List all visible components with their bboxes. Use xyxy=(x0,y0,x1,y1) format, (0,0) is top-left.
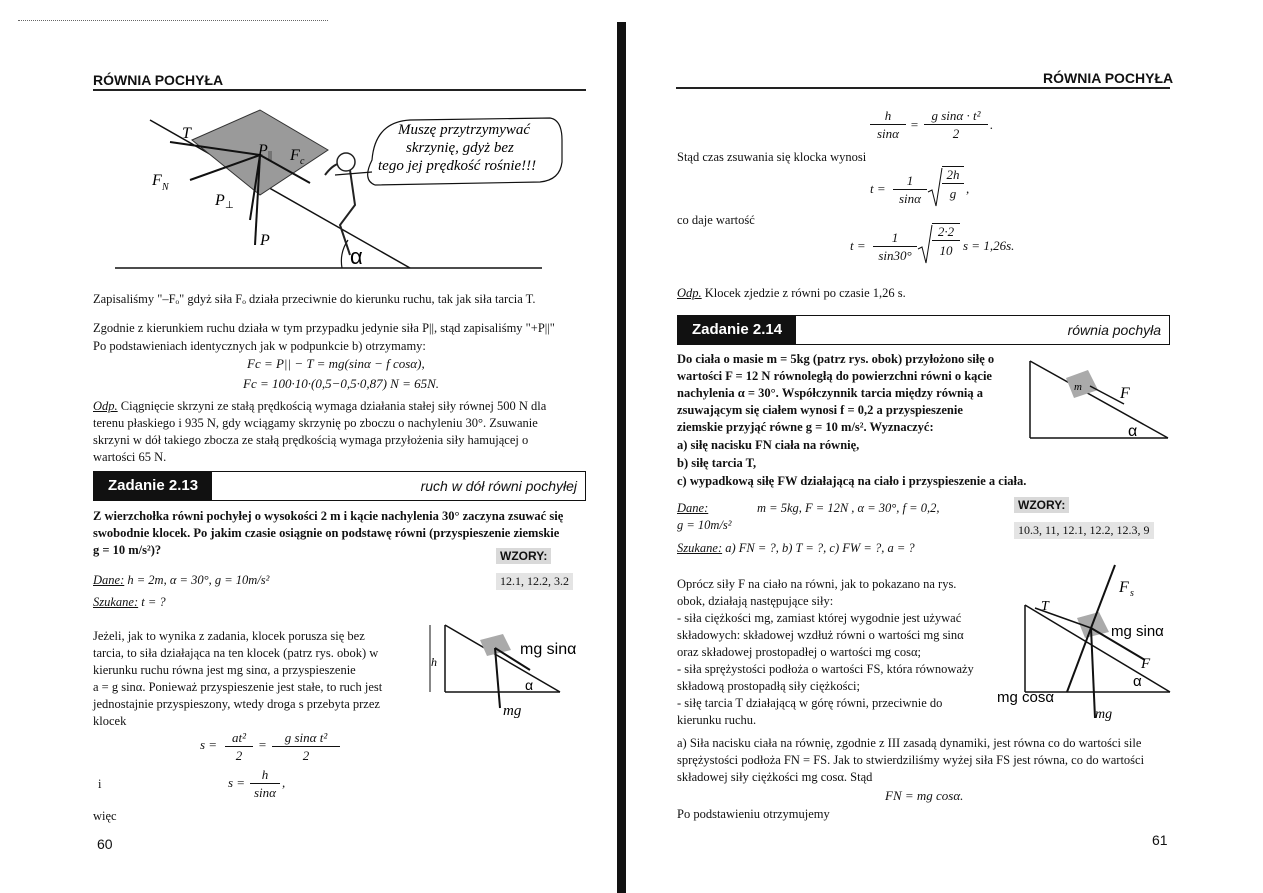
label-alpha: α xyxy=(350,244,363,269)
eq-s-equals: = xyxy=(258,737,267,752)
label-F4: F xyxy=(1141,656,1151,672)
formulas-label: WZORY: xyxy=(496,548,551,564)
formulas2-value: 10.3, 11, 12.1, 12.2, 12.3, 9 xyxy=(1014,522,1154,539)
label-Fs-sub: s xyxy=(1130,588,1134,599)
arrow-mg4 xyxy=(1091,628,1095,718)
task-text-3: g = 10 m/s²)? xyxy=(93,543,162,557)
forces-line-9: kierunku ruchu. xyxy=(677,713,757,727)
eq-t-tail: , xyxy=(966,181,970,196)
answer-a-line-2: sprężystości podłoża FN = FS. Jak to stwierdziliśmy wyżej siła FS jest równa, co do wartości xyxy=(677,753,1145,767)
left-running-header: RÓWNIA POCHYŁA xyxy=(93,72,224,88)
eq-t-rden: g xyxy=(949,186,957,201)
task-label-2: Zadanie 2.14 xyxy=(678,316,796,344)
body-line-6: klocek xyxy=(93,714,127,728)
body-line-1: Jeżeli, jak to wynika z zadania, klocek porusza się bez xyxy=(93,629,365,643)
eq-tval-den: sin30° xyxy=(878,248,912,263)
eq-s-num2: g sinα t² xyxy=(272,730,340,747)
forces-line-8: - siłę tarcia T działającą w górę równi, przeciwnie do xyxy=(677,696,943,710)
eq-s2-lhs: s = xyxy=(228,775,246,790)
body-line-3: kierunku ruchu równa jest mg sinα, a przyspieszenie xyxy=(93,663,356,677)
sqrt-sign-1 xyxy=(927,166,943,210)
para-1: Zapisaliśmy "–Fₒ" gdyż siła Fₒ działa przeciwnie do kierunku ruchu, tak jak siła tarcia T. xyxy=(93,292,536,306)
eq-t-den: sinα xyxy=(899,191,921,206)
answer-text-2: terenu płaskiego i 935 N, gdy wciągamy skrzynię po zboczu o nachyleniu 30°. Zsuwanie xyxy=(93,416,538,430)
eq-h-den: sinα xyxy=(877,126,899,141)
label-T4: T xyxy=(1041,599,1049,614)
label-m: m xyxy=(1074,381,1082,393)
bubble-line-2: skrzynię, gdyż bez xyxy=(406,140,514,156)
book-spine xyxy=(617,22,626,893)
answer-text-3: skrzyni w dół takiego zbocza ze stałą prędkością wymaga przyłożenia siły hamującej o xyxy=(93,433,529,447)
formulas-value: 12.1, 12.2, 3.2 xyxy=(496,573,573,590)
sought-label: Szukane: xyxy=(93,595,139,609)
eq-t-lhs: t = xyxy=(870,181,886,196)
eq-tval-rden: 10 xyxy=(939,243,953,258)
given-line xyxy=(93,572,269,589)
label-P: P xyxy=(260,232,270,249)
eq-s2-tail: , xyxy=(282,775,286,790)
incline3-slope xyxy=(1030,361,1168,438)
eq-s-num1: at² xyxy=(225,730,253,747)
label-mg-sin-4: mg sinα xyxy=(1111,623,1164,640)
forces-line-3: - siła ciężkości mg, zamiast której wygodnie jest używać xyxy=(677,611,962,625)
task-text-2: swobodnie klocek. Po jakim czasie osiągnie on podstawę równi (przyspieszenie ziemskie xyxy=(93,526,560,540)
sought-line xyxy=(93,594,166,611)
label-mg-cos: mg cosα xyxy=(997,689,1055,706)
question-c: c) wypadkową siłę FW działającą na ciało i przyspieszenie a ciała. xyxy=(677,474,1027,488)
right-header-rule xyxy=(676,87,1170,89)
task2-line-2: wartości F = 12 N równoległą do powierzchni równi o kącie xyxy=(677,369,992,383)
task-banner-2-13 xyxy=(93,471,586,501)
given2-value-2: g = 10m/s² xyxy=(677,518,732,532)
word-i: i xyxy=(98,777,102,791)
label-mg-sin: mg sinα xyxy=(520,641,577,658)
arrow-Fs xyxy=(1091,565,1115,628)
forces-line-7: składową prostopadłą siły ciężkości; xyxy=(677,679,860,693)
label-FN-sub: N xyxy=(162,182,169,193)
person-head xyxy=(337,153,355,171)
sqrt-sign-2 xyxy=(917,223,933,267)
given2-line xyxy=(677,500,708,517)
page-number-right: 61 xyxy=(1152,832,1168,848)
label-F: F xyxy=(1120,385,1130,402)
eq-h-equals: = xyxy=(910,117,919,132)
eq-fn: FN = mg cosα. xyxy=(885,788,964,803)
label-T: T xyxy=(182,125,191,142)
eq-s-den2: 2 xyxy=(302,748,310,763)
word-wiec: więc xyxy=(93,809,117,823)
answer-text-1: Ciągnięcie skrzyni ze stałą prędkością wymaga działania stałej siły równej 500 N dla xyxy=(117,399,547,413)
label-P-par-sub: || xyxy=(268,150,273,161)
task2-line-3: nachylenia α = 30°. Współczynnik tarcia między równią a xyxy=(677,386,984,400)
right-answer-label: Odp. xyxy=(677,286,702,300)
eq-s-lhs: s = xyxy=(200,737,218,752)
body-text xyxy=(93,628,413,730)
answer-a-line-3: składowej siły ciężkości mg cosα. Stąd xyxy=(677,770,873,784)
eq-h-den2: 2 xyxy=(952,126,960,141)
label-P-perp-sub: ⊥ xyxy=(225,200,234,211)
forces-line-6: - siła sprężystości podłoża o wartości FS, która równoważy xyxy=(677,662,974,676)
task-topic-2: równia pochyła xyxy=(1067,322,1161,338)
task2-statement xyxy=(677,351,1027,436)
eq-s-den1: 2 xyxy=(235,748,243,763)
bubble-tail xyxy=(335,172,372,175)
forces-line-2: obok, działają następujące siły: xyxy=(677,594,834,608)
answer-a-text xyxy=(677,735,1171,786)
right-answer-text: Klocek zjedzie z równi po czasie 1,26 s. xyxy=(701,286,906,300)
label-FN: F xyxy=(152,172,162,189)
body-line-5: jednostajnie przyspieszony, wtedy droga s przebyta przez xyxy=(93,697,380,711)
page-number-left: 60 xyxy=(97,836,113,852)
eq-t-rnum: 2h xyxy=(942,166,964,184)
mass-block xyxy=(1066,370,1098,398)
eq-t-num: 1 xyxy=(893,173,927,190)
answer-label: Odp. xyxy=(93,399,118,413)
given-label: Dane: xyxy=(93,573,125,587)
label-P-par: P xyxy=(258,142,268,159)
eq-s2-num: h xyxy=(250,767,280,784)
sought-value: t = ? xyxy=(138,595,166,609)
given2-value-1: m = 5kg, F = 12N , α = 30°, f = 0,2, xyxy=(757,501,940,515)
figure-crate-on-incline xyxy=(110,100,570,275)
eq-h-tail: . xyxy=(990,117,994,132)
sought2-label: Szukane: xyxy=(677,541,723,555)
figure-block-on-incline xyxy=(425,620,595,720)
task-label: Zadanie 2.13 xyxy=(94,472,212,500)
task-banner-2-14 xyxy=(677,315,1170,345)
scan-line xyxy=(18,20,328,22)
label-alpha-2: α xyxy=(525,677,534,693)
right-running-header: RÓWNIA POCHYŁA xyxy=(1043,70,1174,86)
label-Fs: F xyxy=(1119,579,1129,596)
eq-h-num: h xyxy=(870,108,906,125)
text-po-podstawieniu: Po podstawieniu otrzymujemy xyxy=(677,807,830,821)
body-line-2: tarcia, to siła działająca na ten klocek (patrz rys. obok) w xyxy=(93,646,379,660)
label-alpha-4: α xyxy=(1133,673,1142,690)
bubble-line-1: Muszę przytrzymywać xyxy=(398,122,531,138)
task2-line-5: ziemskie przyjąć równe g = 10 m/s². Wyznaczyć: xyxy=(677,420,934,434)
given-value: h = 2m, α = 30°, g = 10m/s² xyxy=(124,573,270,587)
answer-a-line-1: a) Siła nacisku ciała na równię, zgodnie z III zasadą dynamiki, jest równa co do wartości sile xyxy=(677,736,1142,750)
task-text-1: Z wierzchołka równi pochyłej o wysokości 2 m i kącie nachylenia 30° zaczyna zsuwać się xyxy=(93,509,564,523)
forces-text xyxy=(677,576,997,729)
right-answer xyxy=(677,285,906,302)
task2-line-4: zsuwającym się ciałem wynosi f = 0,2 a przyspieszenie xyxy=(677,403,963,417)
label-mg4: mg xyxy=(1095,707,1113,722)
label-Fc: F xyxy=(290,147,300,164)
body-line-4: a = g sinα. Ponieważ przyspieszenie jest stałe, to ruch jest xyxy=(93,680,383,694)
equation-fc-2: Fc = 100·10·(0,5−0,5·0,87) N = 65N. xyxy=(243,376,440,391)
eq-h-num2: g sinα · t² xyxy=(924,108,988,125)
label-P-perp: P xyxy=(215,192,225,209)
formulas2-label: WZORY: xyxy=(1014,497,1069,513)
eq-tval-lhs: t = xyxy=(850,238,866,253)
arrow-F3 xyxy=(1090,386,1124,404)
answer-text-4: wartości 65 N. xyxy=(93,450,167,464)
eq-tval-tail: s = 1,26s. xyxy=(963,238,1015,253)
para-2: Zgodnie z kierunkiem ruchu działa w tym przypadku jedynie siła P||, stąd zapisaliśmy "+P||" xyxy=(93,321,555,335)
label-h: h xyxy=(431,655,437,669)
bubble-line-3: tego jej prędkość rośnie!!! xyxy=(378,158,537,174)
question-b: b) siłę tarcia T, xyxy=(677,456,757,470)
task-topic: ruch w dół równi pochyłej xyxy=(420,478,577,494)
forces-line-1: Oprócz siły F na ciało na równi, jak to pokazano na rys. xyxy=(677,577,957,591)
equation-fc-1: Fc = P|| − T = mg(sinα − f cosα), xyxy=(247,356,425,371)
eq-tval-num: 1 xyxy=(873,230,917,247)
figure-force-decomposition xyxy=(995,560,1175,725)
label-mg: mg xyxy=(503,703,522,719)
left-header-rule xyxy=(93,89,586,91)
answer-block xyxy=(93,398,586,466)
text-stad: Stąd czas zsuwania się klocka wynosi xyxy=(677,150,867,164)
person-shape xyxy=(325,164,355,255)
forces-line-4: składowych: składowej wzdłuż równi o wartości mg sinα xyxy=(677,628,964,642)
eq-tval-rnum: 2·2 xyxy=(932,223,960,241)
given2-label: Dane: xyxy=(677,501,709,515)
forces-line-5: oraz składowej prostopadłej o wartości mg cosα; xyxy=(677,645,921,659)
para-3: Po podstawieniach identycznych jak w podpunkcie b) otrzymamy: xyxy=(93,339,426,353)
sought2-line xyxy=(677,540,915,557)
question-a: a) siłę nacisku FN ciała na równię, xyxy=(677,438,860,452)
text-co-daje: co daje wartość xyxy=(677,213,755,227)
eq-s2-den: sinα xyxy=(254,785,276,800)
task2-line-1: Do ciała o masie m = 5kg (patrz rys. obok) przyłożono siłę o xyxy=(677,352,995,366)
figure-mass-incline xyxy=(1028,356,1173,442)
label-Fc-sub: c xyxy=(300,156,305,167)
sought2-value: a) FN = ?, b) T = ?, c) FW = ?, a = ? xyxy=(722,541,915,555)
label-alpha-3: α xyxy=(1128,423,1138,440)
